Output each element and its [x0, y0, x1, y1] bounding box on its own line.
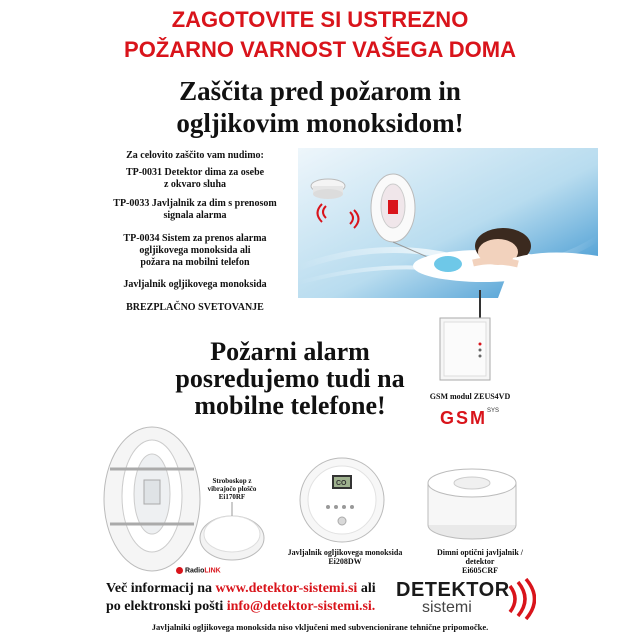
alarm-heading-line-1: Požarni alarm	[210, 337, 370, 366]
offer-item-line: TP-0034 Sistem za prenos alarma	[123, 233, 267, 244]
radiolink-dot-icon	[176, 567, 183, 574]
radiolink-logo	[176, 567, 228, 579]
radiolink-prefix: Radio	[184, 567, 205, 575]
radiolink-suffix: LINK	[204, 567, 221, 575]
signal-waves-icon	[506, 578, 536, 620]
contact-line-1	[106, 580, 406, 598]
strobe-caption-line: Ei170RF	[218, 493, 246, 501]
strobe-caption	[202, 477, 262, 501]
offer-item-line: signala alarma	[163, 210, 227, 221]
gsm-logo	[440, 408, 510, 430]
website-link[interactable]: www.detektor-sistemi.si	[215, 581, 358, 596]
detektor-logo	[396, 580, 536, 620]
co-alarm-image	[298, 455, 386, 545]
alarm-heading-line-3: mobilne telefone!	[194, 391, 386, 420]
offer-item	[80, 233, 310, 269]
smoke-detector-image	[424, 455, 520, 545]
contact-text: po elektronski pošti	[106, 599, 227, 614]
co-caption	[272, 548, 418, 566]
smoke-caption-line: Dimni optični javljalnik / detektor	[436, 548, 523, 566]
offer-item	[80, 279, 310, 291]
offer-item-line: ogljikovega monoksida ali	[139, 245, 251, 256]
offer-item-line: TP-0033 Javljalnik za dim s prenosom	[113, 198, 277, 209]
logo-word-1: DETEKTOR	[396, 579, 510, 601]
co-caption-line: Ei208DW	[328, 557, 362, 566]
headline-line-1: ZAGOTOVITE SI USTREZNO	[171, 7, 469, 32]
offer-item	[80, 167, 310, 191]
contact-info	[106, 580, 406, 616]
contact-line-2	[106, 598, 406, 616]
offer-intro: Za celovito zaščito vam nudimo:	[126, 150, 264, 161]
co-display-label: CO	[336, 480, 347, 487]
gsm-logo-text: GSM	[440, 408, 488, 428]
offer-item-line: požara na mobilni telefon	[140, 257, 250, 268]
offer-item-line: BREZPLAČNO SVETOVANJE	[126, 302, 264, 313]
contact-text: ali	[357, 581, 376, 596]
footer-disclaimer: Javljalniki ogljikovega monoksida niso vključeni med subvencionirane tehnične pripomočke.	[151, 622, 489, 632]
offer-item	[80, 302, 310, 314]
subheading-line-2: ogljikovim monoksidom!	[176, 108, 464, 138]
smoke-caption-line: Ei605CRF	[462, 566, 498, 575]
alarm-heading-line-2: posredujemo tudi na	[175, 364, 405, 393]
strobe-caption-line: vibrajočo ploščo	[207, 485, 257, 493]
headline-line-2: POŽARNO VARNOST VAŠEGA DOMA	[124, 37, 516, 62]
logo-word-2: sistemi	[422, 599, 472, 616]
strobe-light-image	[100, 424, 204, 574]
sleeping-person-photo	[298, 148, 598, 298]
gsm-logo-suffix: SYS	[487, 408, 500, 414]
gsm-module-image	[436, 288, 496, 384]
offer-item-line: Javljalnik ogljikovega monoksida	[123, 279, 267, 290]
subheading-line-1: Zaščita pred požarom in	[179, 76, 461, 106]
offer-item-line: z okvaro sluha	[163, 179, 227, 190]
gsm-caption: GSM modul ZEUS4VD	[429, 392, 511, 401]
contact-text: Več informacij na	[106, 581, 216, 596]
co-caption-line: Javljalnik ogljikovega monoksida	[287, 548, 403, 557]
offer-item-line: TP-0031 Detektor dima za osebe	[125, 167, 265, 178]
offer-item	[80, 198, 310, 222]
strobe-caption-line: Stroboskop z	[212, 477, 252, 485]
email-link[interactable]: info@detektor-sistemi.si.	[226, 599, 376, 614]
smoke-caption	[424, 548, 536, 575]
vibrating-pad-image	[196, 498, 268, 564]
